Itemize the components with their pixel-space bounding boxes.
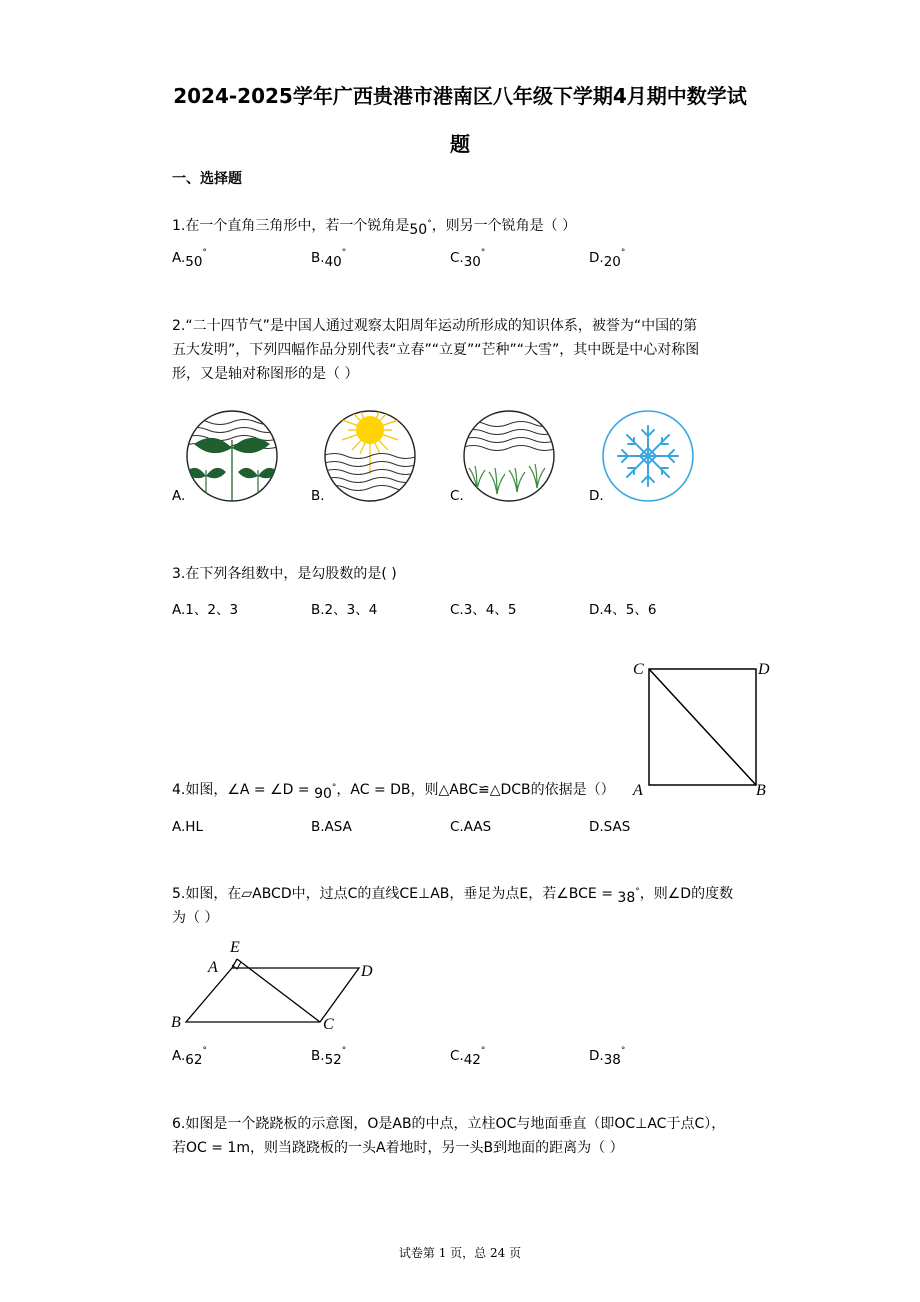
q4-label-d: D (758, 661, 770, 678)
question-2-line3: 形，又是轴对称图形的是（ ） (172, 366, 359, 382)
question-3: 3.在下列各组数中，是勾股数的是( ) (172, 566, 397, 582)
great-snow-image[interactable] (600, 410, 696, 502)
q4-option-a[interactable]: A.HL (172, 819, 203, 835)
q5-option-a[interactable]: A.62° (172, 1046, 207, 1068)
question-5-line2: 为（ ） (172, 910, 219, 926)
q4-label-c: C (633, 661, 644, 678)
grain-in-ear-image[interactable] (461, 410, 557, 502)
q1-option-b[interactable]: B.40° (311, 248, 347, 270)
q5-label-c: C (323, 1016, 334, 1033)
q5-option-c[interactable]: C.42° (450, 1046, 486, 1068)
q3-option-d[interactable]: D.4、5、6 (589, 602, 657, 618)
q1-option-c[interactable]: C.30° (450, 248, 486, 270)
q2-option-c-label[interactable]: C. (450, 488, 464, 504)
q4-option-b[interactable]: B.ASA (311, 819, 352, 835)
q5-label-d: D (361, 963, 373, 980)
q4-option-c[interactable]: C.AAS (450, 819, 492, 835)
question-2-line1: 2.“二十四节气”是中国人通过观察太阳周年运动所形成的知识体系，被誉为“中国的第 (172, 318, 698, 334)
question-6-line1: 6.如图是一个跷跷板的示意图，O是AB的中点，立柱OC与地面垂直（即OC⊥AC于点C）， (172, 1116, 726, 1132)
q5-option-d[interactable]: D.38° (589, 1046, 626, 1068)
question-5-line1: 5.如图，在▱ABCD中，过点C的直线CE⊥AB，垂足为点E，若∠BCE = 38°，则∠D的度数 (172, 886, 734, 906)
page-footer: 试卷第 1 页，总 24 页 (398, 1246, 522, 1260)
q3-option-b[interactable]: B.2、3、4 (311, 602, 378, 618)
q1-option-a[interactable]: A.50° (172, 248, 207, 270)
q5-label-a: A (208, 959, 218, 976)
q5-label-e: E (230, 939, 240, 956)
question-4: 4.如图，∠A = ∠D = 90°，AC = DB，则△ABC≌△DCB的依据是（） (172, 782, 615, 802)
section-heading: 一、选择题 (172, 171, 242, 187)
q3-option-c[interactable]: C.3、4、5 (450, 602, 517, 618)
q4-square-figure (625, 650, 785, 810)
question-1: 1.在一个直角三角形中，若一个锐角是50°，则另一个锐角是（ ） (172, 218, 577, 238)
spring-start-image[interactable] (184, 410, 280, 502)
q2-option-a-label[interactable]: A. (172, 488, 186, 504)
question-2-line2: 五大发明”，下列四幅作品分别代表“立春”“立夏”“芒种”“大雪”，其中既是中心对称图 (172, 342, 700, 358)
q1-option-d[interactable]: D.20° (589, 248, 626, 270)
page-title: 2024-2025学年广西贵港市港南区八年级下学期4月期中数学试 (173, 84, 747, 108)
q3-option-a[interactable]: A.1、2、3 (172, 602, 239, 618)
question-6-line2: 若OC = 1m，则当跷跷板的一头A着地时，另一头B到地面的距离为（ ） (172, 1140, 624, 1156)
q5-label-b: B (171, 1014, 181, 1031)
q5-parallelogram-figure (168, 935, 388, 1035)
q5-option-b[interactable]: B.52° (311, 1046, 347, 1068)
q4-label-b: B (756, 782, 766, 799)
q4-option-d[interactable]: D.SAS (589, 819, 631, 835)
summer-start-image[interactable] (322, 410, 418, 502)
q2-option-b-label[interactable]: B. (311, 488, 325, 504)
page-title-cont: 题 (450, 132, 470, 156)
q2-option-d-label[interactable]: D. (589, 488, 604, 504)
q4-label-a: A (633, 782, 643, 799)
